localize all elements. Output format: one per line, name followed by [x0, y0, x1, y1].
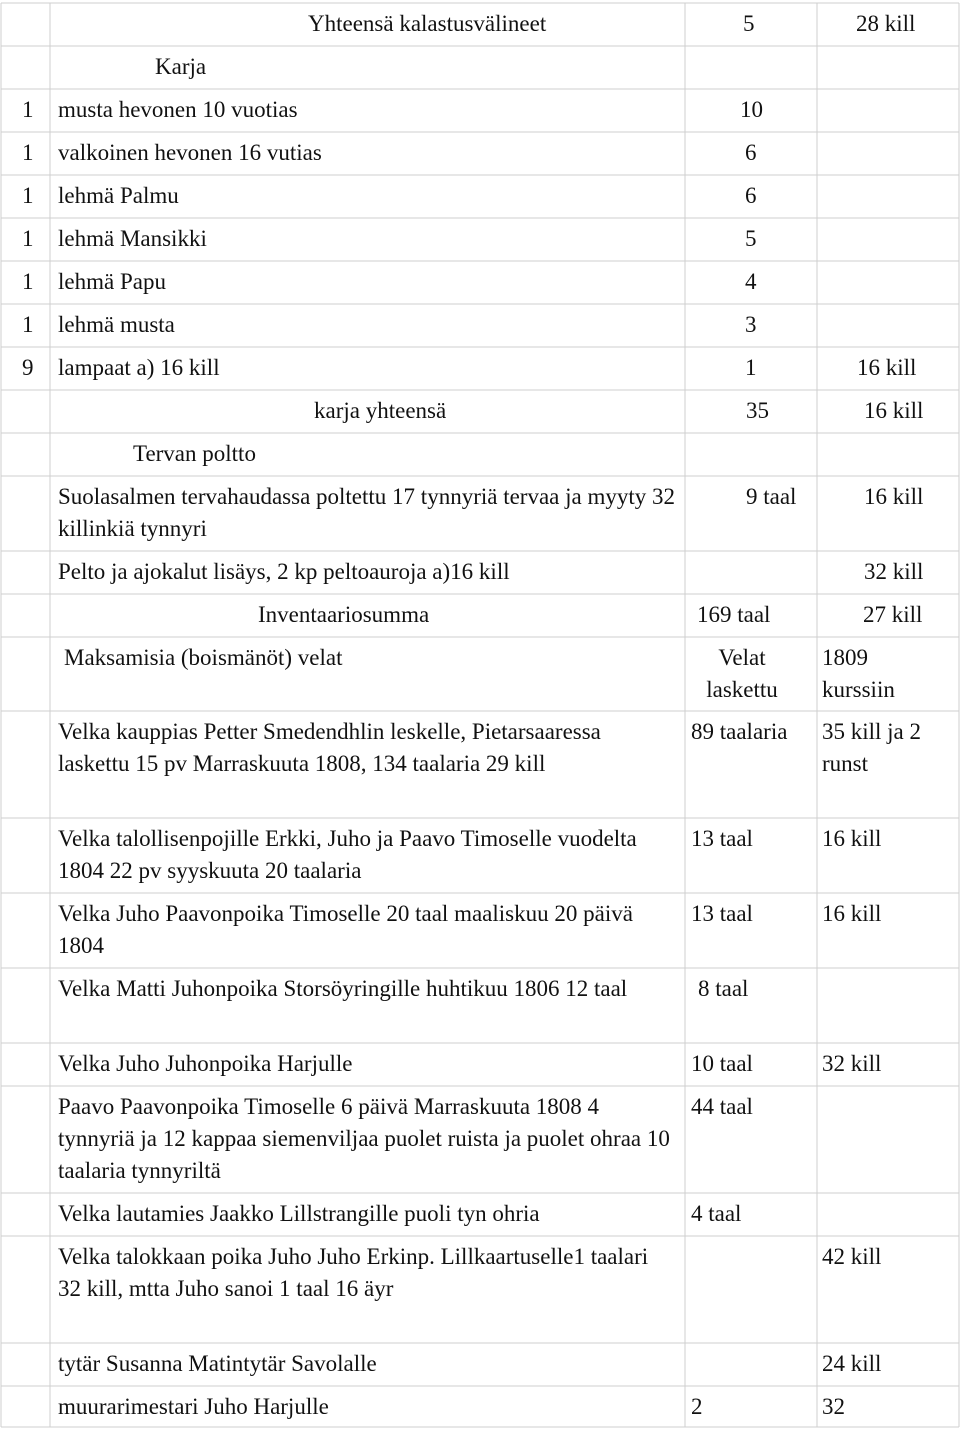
- debt-amount: 13 taal: [691, 901, 753, 926]
- debt-amount: 13 taal: [691, 826, 753, 851]
- cattle-total-label: karja yhteensä: [314, 398, 447, 423]
- field-extra: 32 kill: [864, 559, 924, 584]
- debt-description: Velka talollisenpojille Erkki, Juho ja Paavo Timoselle vuodelta 1804 22 pv syyskuuta 20 taalaria: [58, 826, 637, 883]
- tar-value: 9 taal: [746, 484, 797, 509]
- field-description: Pelto ja ajokalut lisäys, 2 kp peltoauroja a)16 kill: [58, 559, 510, 584]
- cattle-name: lampaat a) 16 kill: [58, 355, 220, 380]
- inventory-value: 169 taal: [697, 602, 771, 627]
- cattle-value: 1: [745, 355, 757, 380]
- tar-description: Suolasalmen tervahaudassa poltettu 17 tynnyriä tervaa ja myyty 32 killinkiä tynnyri: [58, 484, 676, 541]
- debt-description: Velka Juho Juhonpoika Harjulle: [58, 1051, 353, 1076]
- cattle-count: 9: [22, 355, 34, 380]
- top-total-value: 28 kill: [856, 11, 916, 36]
- debt-description: Velka lautamies Jaakko Lillstrangille puoli tyn ohria: [58, 1201, 540, 1226]
- debt-rate: 16 kill: [822, 901, 882, 926]
- debt-description: muurarimestari Juho Harjulle: [58, 1394, 329, 1419]
- debt-amount: 89 taalaria: [691, 719, 788, 744]
- cattle-value: 4: [745, 269, 757, 294]
- top-total-label: Yhteensä kalastusvälineet: [308, 11, 547, 36]
- top-total-qty: 5: [743, 11, 755, 36]
- debt-description: tytär Susanna Matintytär Savolalle: [58, 1351, 377, 1376]
- debt-description: Velka Juho Paavonpoika Timoselle 20 taal maaliskuu 20 päivä 1804: [58, 901, 633, 958]
- cattle-count: 1: [22, 140, 34, 165]
- debt-description: Velka Matti Juhonpoika Storsöyringille huhtikuu 1806 12 taal: [58, 976, 628, 1001]
- debt-rate: 16 kill: [822, 826, 882, 851]
- cattle-count: 1: [22, 269, 34, 294]
- cattle-value: 10: [740, 97, 763, 122]
- cattle-name: lehmä musta: [58, 312, 175, 337]
- cattle-heading: Karja: [155, 54, 207, 79]
- inventory-extra: 27 kill: [863, 602, 923, 627]
- cattle-value: 6: [745, 183, 757, 208]
- debt-rate: 24 kill: [822, 1351, 882, 1376]
- debts-heading: Maksamisia (boismänöt) velat: [64, 645, 343, 670]
- tar-heading: Tervan poltto: [133, 441, 256, 466]
- cattle-name: lehmä Palmu: [58, 183, 179, 208]
- cattle-count: 1: [22, 312, 34, 337]
- cattle-value: 3: [745, 312, 757, 337]
- cattle-total-value: 35: [746, 398, 769, 423]
- debts-column-b-header: 1809 kurssiin: [822, 645, 895, 702]
- debt-rate: 35 kill ja 2 runst: [822, 719, 922, 776]
- debt-description: Paavo Paavonpoika Timoselle 6 päivä Marraskuuta 1808 4 tynnyriä ja 12 kappaa siemenviljaa puolet ruista ja puolet ohraa 10 taalaria tynnyriltä: [58, 1094, 670, 1183]
- debt-amount: 10 taal: [691, 1051, 753, 1076]
- cattle-total-extra: 16 kill: [864, 398, 924, 423]
- debt-amount: 2: [691, 1394, 703, 1419]
- cattle-value: 5: [745, 226, 757, 251]
- tar-extra: 16 kill: [864, 484, 924, 509]
- debts-column-a-header: Velat laskettu: [706, 645, 778, 702]
- debt-amount: 4 taal: [691, 1201, 742, 1226]
- cattle-name: valkoinen hevonen 16 vutias: [58, 140, 322, 165]
- cattle-count: 1: [22, 183, 34, 208]
- debt-amount: 44 taal: [691, 1094, 753, 1119]
- cattle-name: lehmä Papu: [58, 269, 166, 294]
- cattle-extra: 16 kill: [857, 355, 917, 380]
- cattle-count: 1: [22, 226, 34, 251]
- inventory-label: Inventaariosumma: [258, 602, 430, 627]
- debt-rate: 32 kill: [822, 1051, 882, 1076]
- debt-rate: 42 kill: [822, 1244, 882, 1269]
- cattle-value: 6: [745, 140, 757, 165]
- debt-amount: 8 taal: [698, 976, 749, 1001]
- cattle-name: musta hevonen 10 vuotias: [58, 97, 298, 122]
- cattle-name: lehmä Mansikki: [58, 226, 207, 251]
- cattle-count: 1: [22, 97, 34, 122]
- debt-description: Velka talokkaan poika Juho Juho Erkinp. Lillkaartuselle1 taalari 32 kill, mtta Juho sanoi 1 taal 16 äyr: [58, 1244, 649, 1301]
- debt-rate: 32: [822, 1394, 845, 1419]
- debt-description: Velka kauppias Petter Smedendhlin leskelle, Pietarsaaressa laskettu 15 pv Marraskuuta 1808, 134 taalaria 29 kill: [58, 719, 601, 776]
